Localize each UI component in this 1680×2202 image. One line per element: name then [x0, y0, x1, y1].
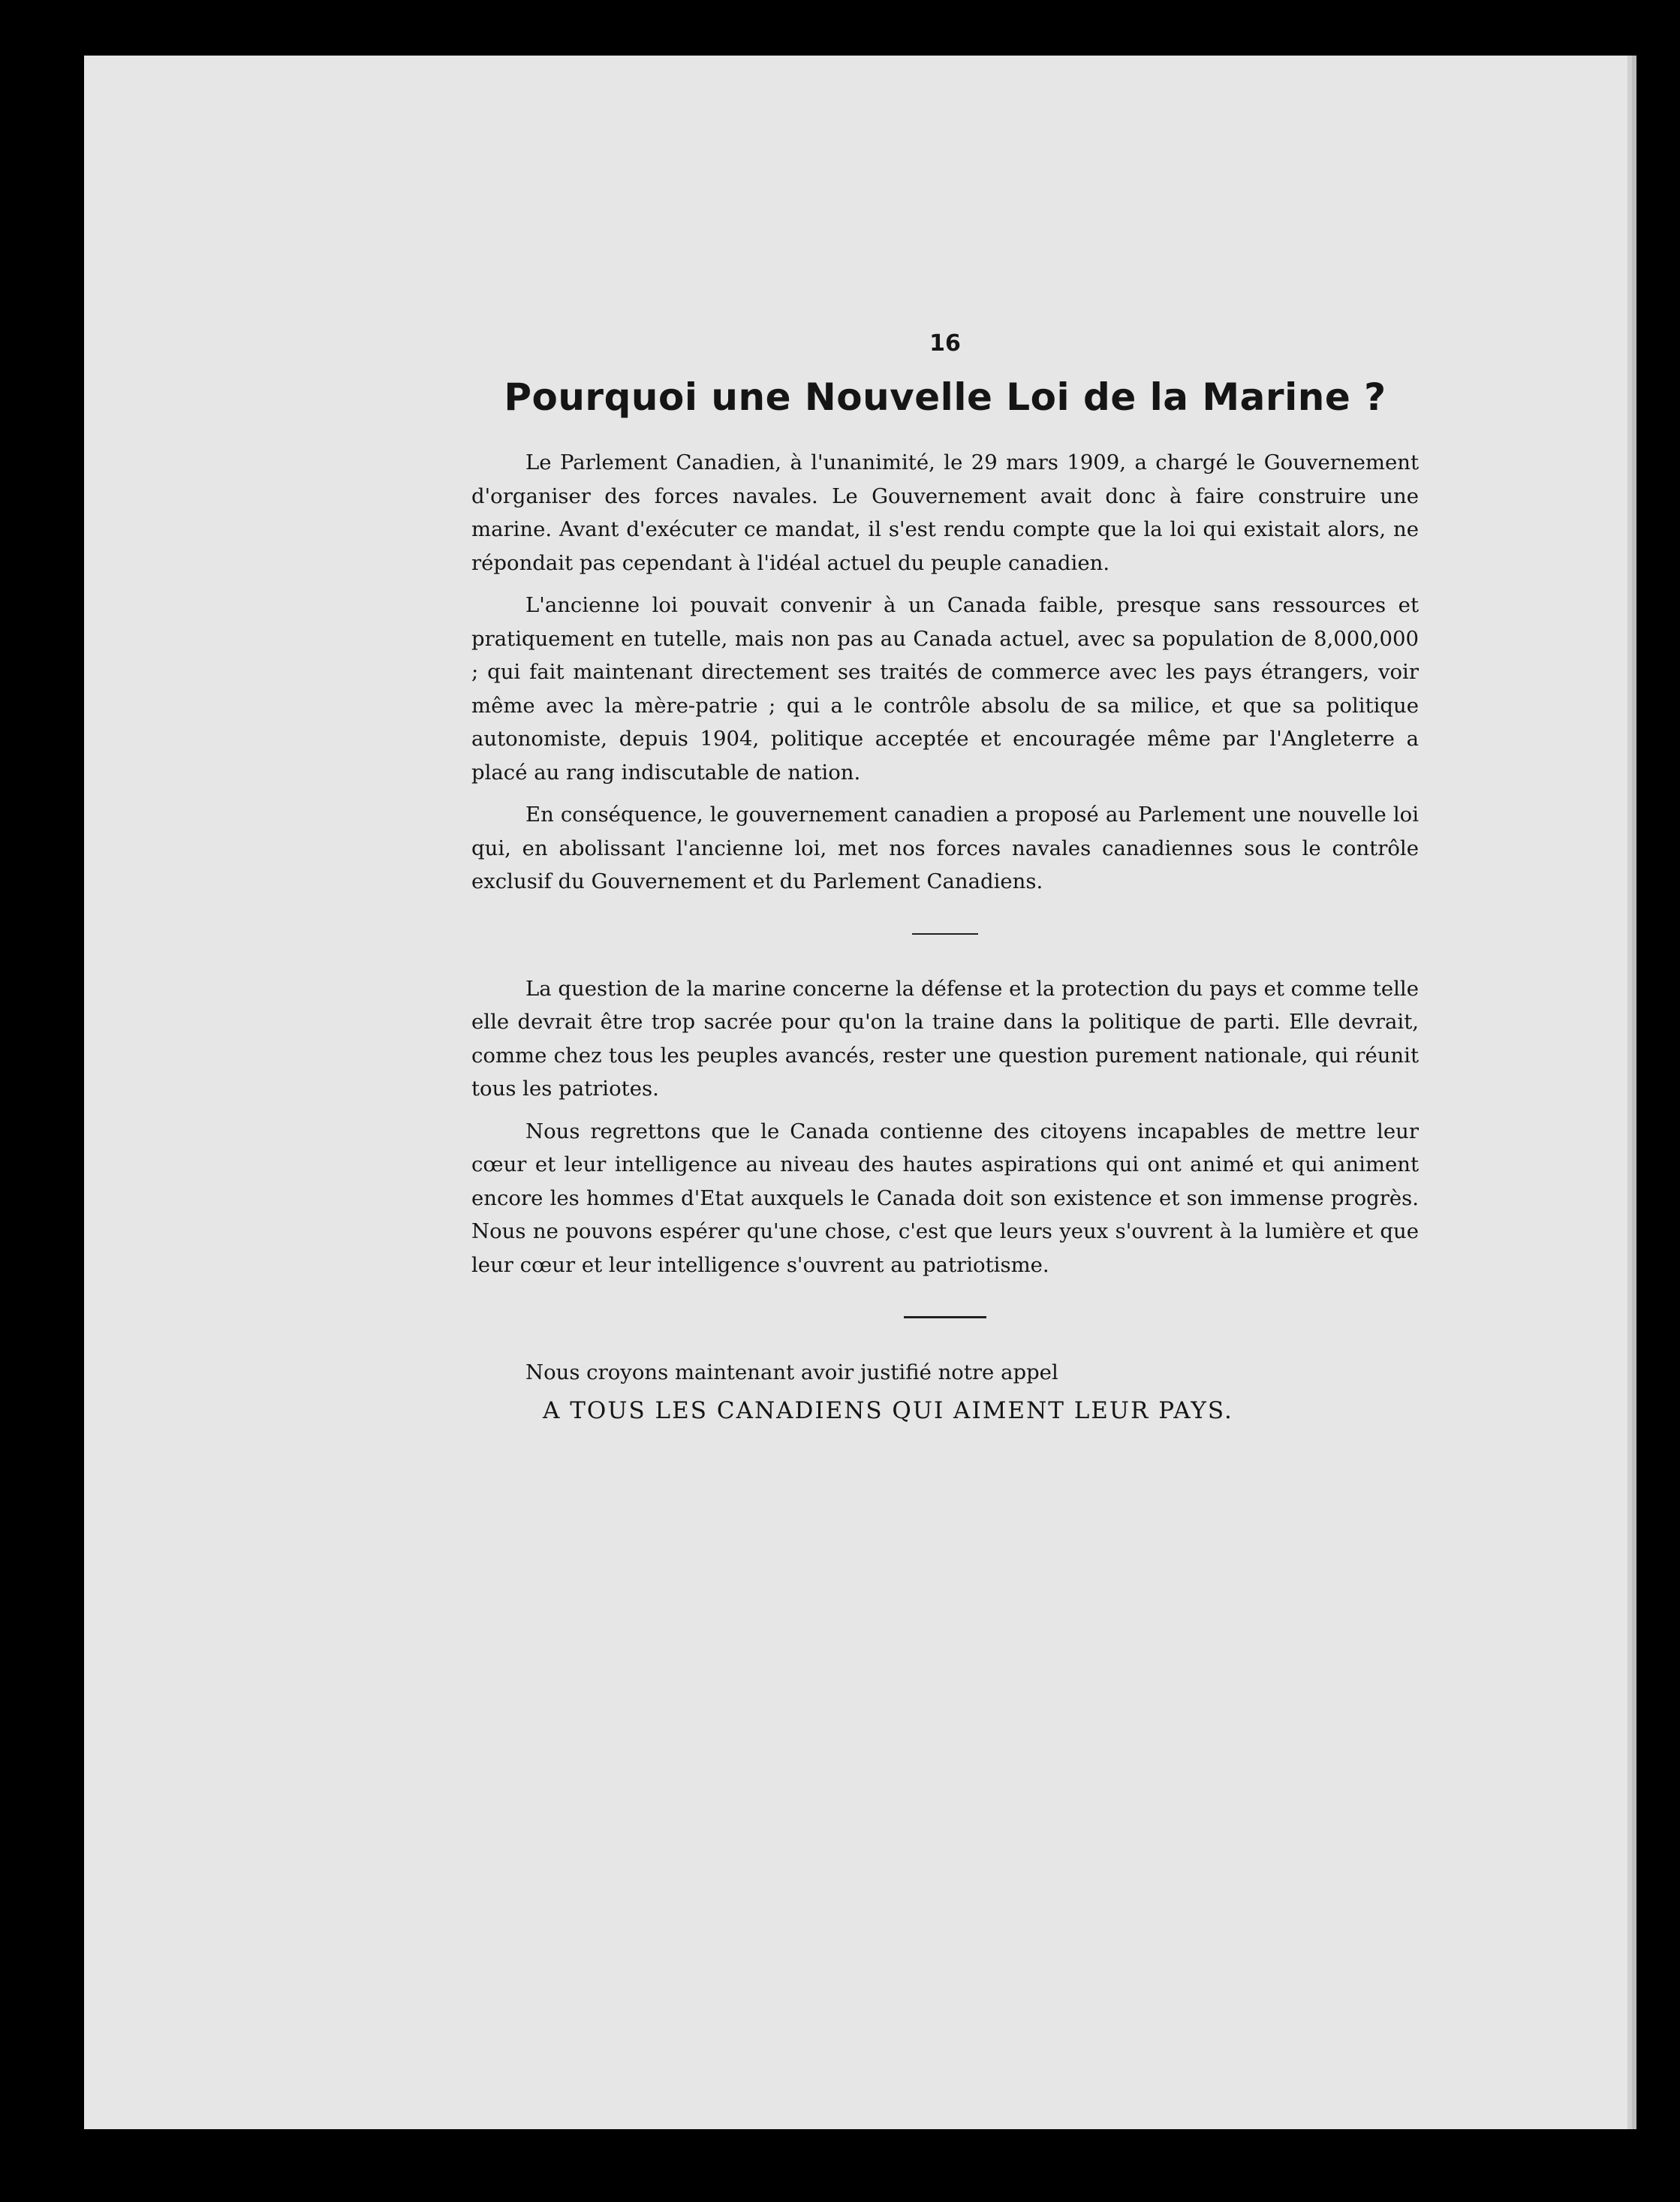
- section-divider: [912, 933, 978, 935]
- closing-divider: [904, 1316, 986, 1318]
- paragraph-3: En conséquence, le gouvernement canadien a proposé au Parlement une nouvelle loi qui, en abolissant l'ancienne loi, met nos forces navales canadiennes sous le contrôle exclusif du Gouvernement et du Parlement Canadiens.: [471, 803, 1419, 893]
- page-content: [471, 330, 1419, 1429]
- paragraph-4: La question de la marine concerne la défense et la protection du pays et comme telle elle devrait être trop sacrée pour qu'on la traine dans la politique de parti. Elle devrait, comme chez tous les peuples avancés, rester une question purement nationale, qui réunit tous les patriotes.: [471, 976, 1419, 1101]
- closing-line: Nous croyons maintenant avoir justifié notre appel: [525, 1360, 1058, 1384]
- paragraph-1: Le Parlement Canadien, à l'unanimité, le 29 mars 1909, a chargé le Gouvernement d'organiser des forces navales. Le Gouvernement avait donc à faire construire une marine. Avant d'exécuter ce mandat, il s'est rendu compte que la loi qui existait alors, ne répondait pas cependant à l'idéal actuel du peuple canadien.: [471, 450, 1419, 575]
- page-number: 16: [929, 330, 961, 357]
- paragraph-2: L'ancienne loi pouvait convenir à un Canada faible, presque sans ressources et pratiquement en tutelle, mais non pas au Canada actuel, avec sa population de 8,000,000 ; qui fait maintenant directement ses traités de commerce avec les pays étrangers, voir même avec la mère-patrie ; qui a le contrôle absolu de sa milice, et que sa politique autonomiste, depuis 1904, politique acceptée et encouragée même par l'Angleterre a placé au rang indiscutable de nation.: [471, 593, 1419, 785]
- closing-appeal: A TOUS LES CANADIENS QUI AIMENT LEUR PAYS.: [543, 1397, 1233, 1424]
- page-title: Pourquoi une Nouvelle Loi de la Marine ?: [504, 375, 1386, 419]
- paragraph-5: Nous regrettons que le Canada contienne des citoyens incapables de mettre leur cœur et leur intelligence au niveau des hautes aspirations qui ont animé et qui animent encore les hommes d'Etat auxquels le Canada doit son existence et son immense progrès. Nous ne pouvons espérer qu'une chose, c'est que leurs yeux s'ouvrent à la lumière et que leur cœur et leur intelligence s'ouvrent au patriotisme.: [471, 1119, 1419, 1277]
